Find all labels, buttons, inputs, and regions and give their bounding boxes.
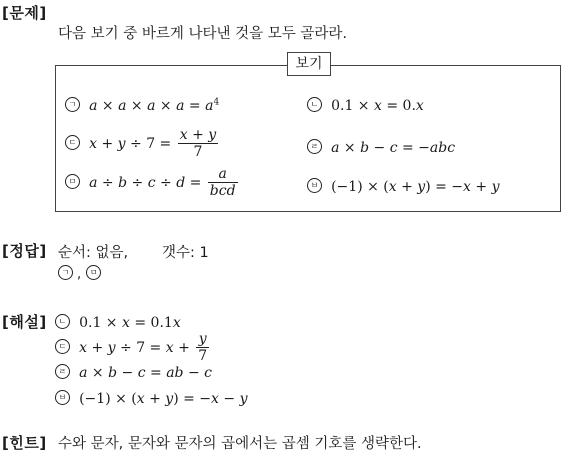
hint-label: [힌트] — [2, 434, 47, 452]
choice-mark-6: ㅂ — [307, 178, 322, 193]
choice-mark-4: ㄹ — [307, 139, 322, 154]
explanation-mark-3: ㄹ — [55, 364, 70, 379]
answer-count: 갯수: 1 — [162, 245, 209, 261]
problem-text: 다음 보기 중 바르게 나타낸 것을 모두 골라라. — [58, 26, 347, 42]
choice-mark-1: ㄱ — [65, 97, 80, 112]
answer-label: [정답] — [2, 242, 47, 260]
choice-expr-1: $a \times a \times a \times a = a^4$ — [89, 97, 220, 114]
explanation-mark-4: ㅂ — [55, 390, 70, 405]
choice-6 — [307, 176, 500, 195]
choice-2 — [307, 95, 424, 114]
choice-expr-4: a × b − c = −abc — [331, 140, 456, 156]
explanation-mark-2: ㄷ — [55, 339, 70, 354]
explanation-label: [해설] — [2, 313, 47, 331]
answer-mark-2: ㅁ — [86, 265, 101, 280]
choice-5 — [65, 166, 240, 199]
explanation-line-4: ㅂ (−1) × (x + y) = −x − y — [55, 388, 248, 407]
answer-order: 순서: 없음, — [58, 245, 129, 261]
answer-marks: ㄱ , ㅁ — [58, 263, 105, 282]
choice-mark-3: ㄷ — [65, 135, 80, 150]
explanation-line-2: ㄷ x + y ÷ 7 = x + $\frac{y}{7}$ — [55, 331, 211, 364]
explanation-mark-1: ㄴ — [55, 314, 70, 329]
choice-expr-2: 0.1 × x = 0.x — [331, 98, 424, 114]
choice-3 — [65, 127, 220, 160]
choice-1 — [65, 95, 219, 114]
choice-expr-6: (−1) × (x + y) = −x + y — [331, 179, 500, 195]
explanation-line-1: ㄴ 0.1 × x = 0.1x — [55, 312, 181, 331]
explanation-line-3: ㄹ a × b − c = ab − c — [55, 362, 212, 381]
choice-expr-5: a ÷ b ÷ c ÷ d = $\frac{a}{\text{bcd}}$ — [89, 166, 236, 199]
problem-label: [문제] — [2, 4, 47, 22]
hint-text: 수와 문자, 문자와 문자의 곱에서는 곱셈 기호를 생략한다. — [58, 436, 422, 452]
choices-box-title: 보기 — [287, 52, 331, 76]
choice-mark-2: ㄴ — [307, 97, 322, 112]
choice-4 — [307, 137, 455, 156]
choice-mark-5: ㅁ — [65, 174, 80, 189]
answer-mark-1: ㄱ — [58, 265, 73, 280]
choice-expr-3: x + y ÷ 7 = $\frac{x + y}{7}$ — [89, 127, 217, 160]
